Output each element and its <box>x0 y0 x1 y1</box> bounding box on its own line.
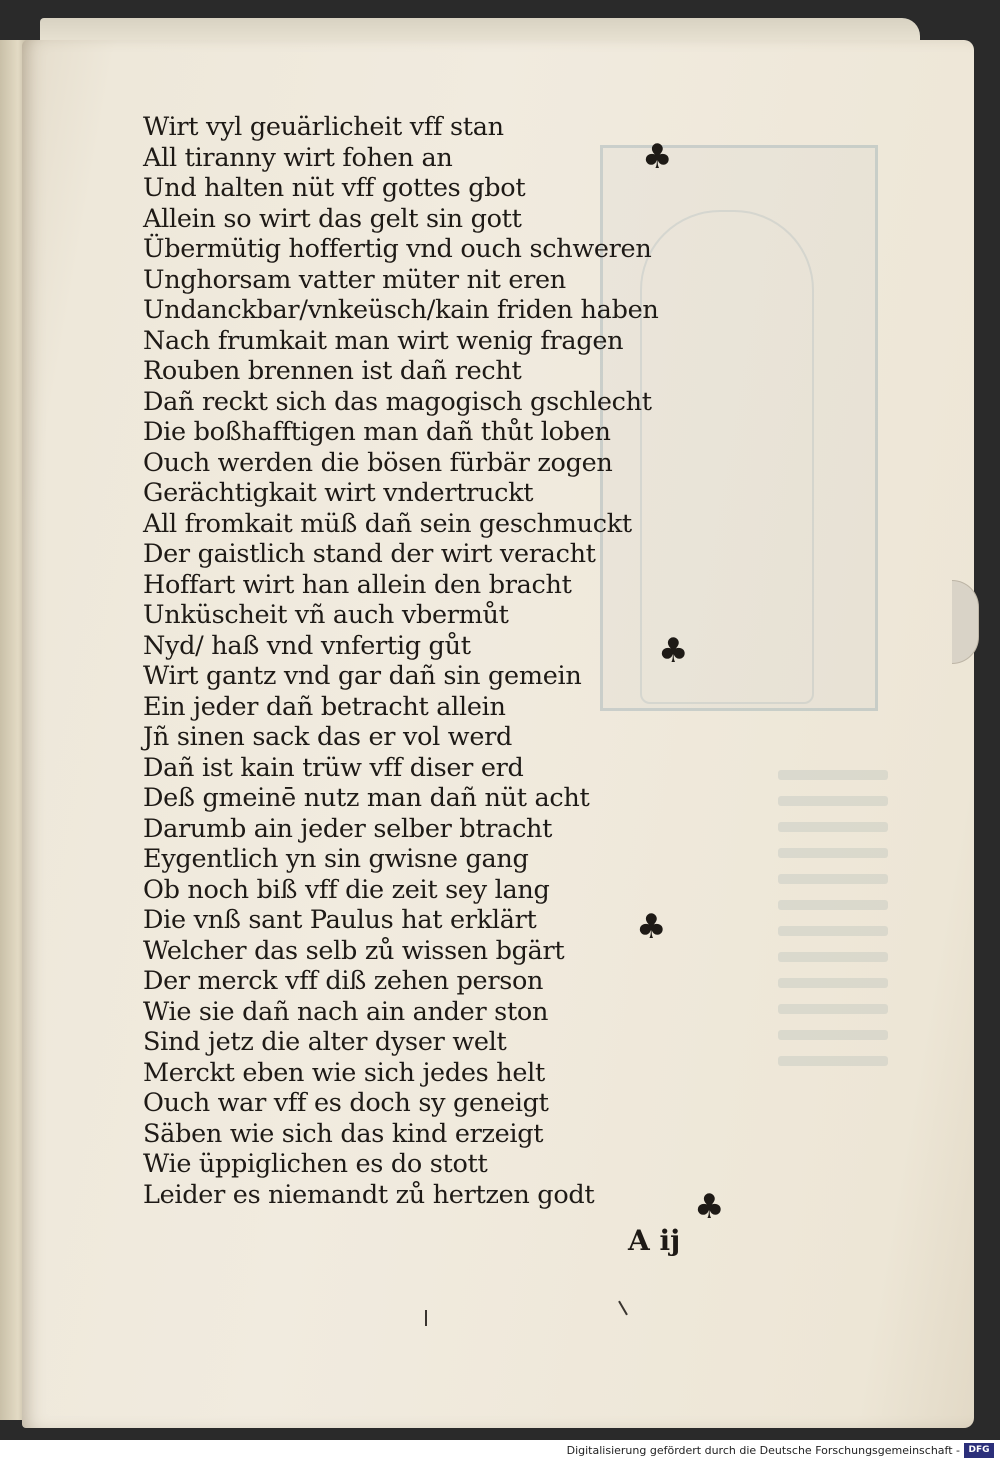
verse-line: Die vnß sant Paulus hat erklärt <box>143 905 537 935</box>
verse-line: Jñ sinen sack das er vol werd <box>143 722 513 752</box>
verse-line: Welcher das selb zů wissen bgärt <box>143 935 565 966</box>
verse-line: Und halten nüt vff gottes gbot <box>143 173 526 203</box>
verse-line: Wie sie dañ nach ain ander ston <box>143 996 549 1027</box>
funding-credit: Digitalisierung gefördert durch die Deutsche Forschungsgemeinschaft - <box>566 1444 960 1457</box>
verse-line: Hoffart wirt han allein den bracht <box>143 569 572 600</box>
verse-line: Ob noch biß vff die zeit sey lang <box>143 874 550 905</box>
verse-line: Wirt vyl geuärlicheit vff stan <box>143 112 504 142</box>
verse-line: Ouch werden die bösen fürbär zogen <box>143 447 613 478</box>
verse-line: Deß gmeinē nutz man dañ nüt acht <box>143 783 590 813</box>
verse-line: Unküscheit vñ auch vbermůt <box>143 600 509 630</box>
club-ornament-icon: ♣ <box>658 631 689 671</box>
print-mark <box>425 1310 427 1326</box>
verse-line: Ein jeder dañ betracht allein <box>143 691 506 722</box>
verse-line: Undanckbar/vnkeüsch/kain friden haben <box>143 295 659 325</box>
verse-line: Ouch war vff es doch sy geneigt <box>143 1088 549 1118</box>
verse-line: Säben wie sich das kind erzeigt <box>143 1118 544 1149</box>
verse-line: Sind jetz die alter dyser welt <box>143 1027 507 1057</box>
verse-line: Die boßhafftigen man dañ thůt loben <box>143 417 611 447</box>
verse-line: Darumb ain jeder selber btracht <box>143 813 553 844</box>
verse-line: Wirt gantz vnd gar dañ sin gemein <box>143 661 582 691</box>
verse-line: Nach frumkait man wirt wenig fragen <box>143 325 624 356</box>
verse-line: Der gaistlich stand der wirt veracht <box>143 539 596 569</box>
verse-text <box>143 112 659 1210</box>
verse-line: Leider es niemandt zů hertzen godt <box>143 1179 595 1210</box>
signature-mark: A ij <box>628 1224 681 1257</box>
verse-line: Unghorsam vatter müter nit eren <box>143 264 566 295</box>
verse-line: All tiranny wirt fohen an <box>143 142 453 173</box>
club-ornament-icon: ♣ <box>636 907 667 947</box>
bleed-through-text <box>778 770 888 1082</box>
verse-line: Eygentlich yn sin gwisne gang <box>143 844 529 874</box>
page-tab <box>952 580 979 664</box>
verse-line: Allein so wirt das gelt sin gott <box>143 203 522 234</box>
verse-line: Dañ reckt sich das magogisch gschlecht <box>143 386 652 417</box>
verse-line: Dañ ist kain trüw vff diser erd <box>143 752 524 783</box>
verse-line: All fromkait müß dañ sein geschmuckt <box>143 508 632 539</box>
bleed-through-figure <box>640 210 814 704</box>
verse-line: Nyd/ haß vnd vnfertig gůt <box>143 630 471 661</box>
verse-line: Übermütig hoffertig vnd ouch schweren <box>143 234 652 264</box>
verse-line: Merckt eben wie sich jedes helt <box>143 1057 545 1088</box>
verse-line: Gerächtigkait wirt vndertruckt <box>143 478 534 508</box>
club-ornament-icon: ♣ <box>694 1187 725 1227</box>
verse-line: Wie üppiglichen es do stott <box>143 1149 488 1179</box>
dfg-logo: DFG <box>964 1443 994 1458</box>
footer-bar <box>0 1440 1000 1464</box>
club-ornament-icon: ♣ <box>642 137 673 177</box>
verse-line: Der merck vff diß zehen person <box>143 966 544 996</box>
verse-line: Rouben brennen ist dañ recht <box>143 356 522 386</box>
